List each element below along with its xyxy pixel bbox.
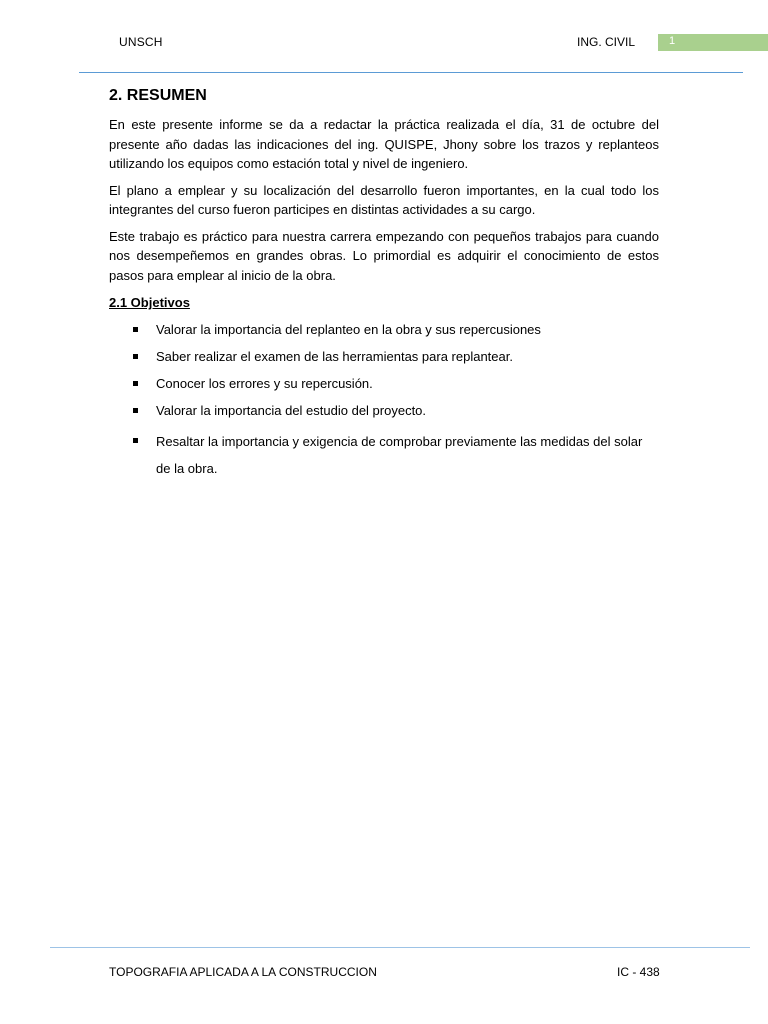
list-item-text: Resaltar la importancia y exigencia de comprobar previamente las medidas del solar de la obra. — [156, 434, 643, 476]
paragraph: Este trabajo es práctico para nuestra carrera empezando con pequeños trabajos para cuando nos desempeñemos en grandes obras. Lo primordial es adquirir el conocimiento de estos pasos para emplear al inicio de la obra. — [109, 228, 659, 283]
list-item — [109, 428, 659, 482]
list-item-text: Conocer los errores y su repercusión. — [156, 376, 373, 391]
square-bullet-icon — [133, 381, 138, 386]
square-bullet-icon — [133, 354, 138, 359]
footer-course-code: IC - 438 — [617, 965, 660, 979]
list-item-text: Valorar la importancia del estudio del proyecto. — [156, 403, 427, 418]
section-title: 2. RESUMEN — [109, 87, 207, 104]
page-number-badge — [658, 34, 768, 51]
footer-divider — [50, 947, 750, 948]
paragraph: El plano a emplear y su localización del desarrollo fueron importantes, en la cual todo los integrantes del curso fueron participes en distintas actividades a su cargo. — [109, 182, 659, 217]
header-divider — [79, 72, 743, 73]
list-item — [109, 374, 659, 393]
list-item-text: Saber realizar el examen de las herramientas para replantear. — [156, 349, 513, 364]
square-bullet-icon — [133, 327, 138, 332]
square-bullet-icon — [133, 438, 138, 443]
list-item — [109, 401, 659, 420]
list-item — [109, 320, 659, 339]
list-item — [109, 347, 659, 366]
paragraph: En este presente informe se da a redactar la práctica realizada el día, 31 de octubre del presente año dadas las indicaciones del ing. QUISPE, Jhony sobre los trazos y replanteos utilizando los equipos como estación total y nivel de ingeniero. — [109, 117, 659, 171]
subsection-title: 2.1 Objetivos — [109, 295, 190, 310]
header-institution: UNSCH — [119, 35, 163, 49]
page-number: 1 — [669, 35, 676, 47]
document-body — [109, 86, 659, 490]
footer-course-title: TOPOGRAFIA APLICADA A LA CONSTRUCCION — [109, 965, 377, 979]
list-item-text: Valorar la importancia del replanteo en la obra y sus repercusiones — [156, 322, 541, 337]
header-department: ING. CIVIL — [577, 35, 636, 49]
objectives-list — [109, 320, 659, 482]
square-bullet-icon — [133, 408, 138, 413]
